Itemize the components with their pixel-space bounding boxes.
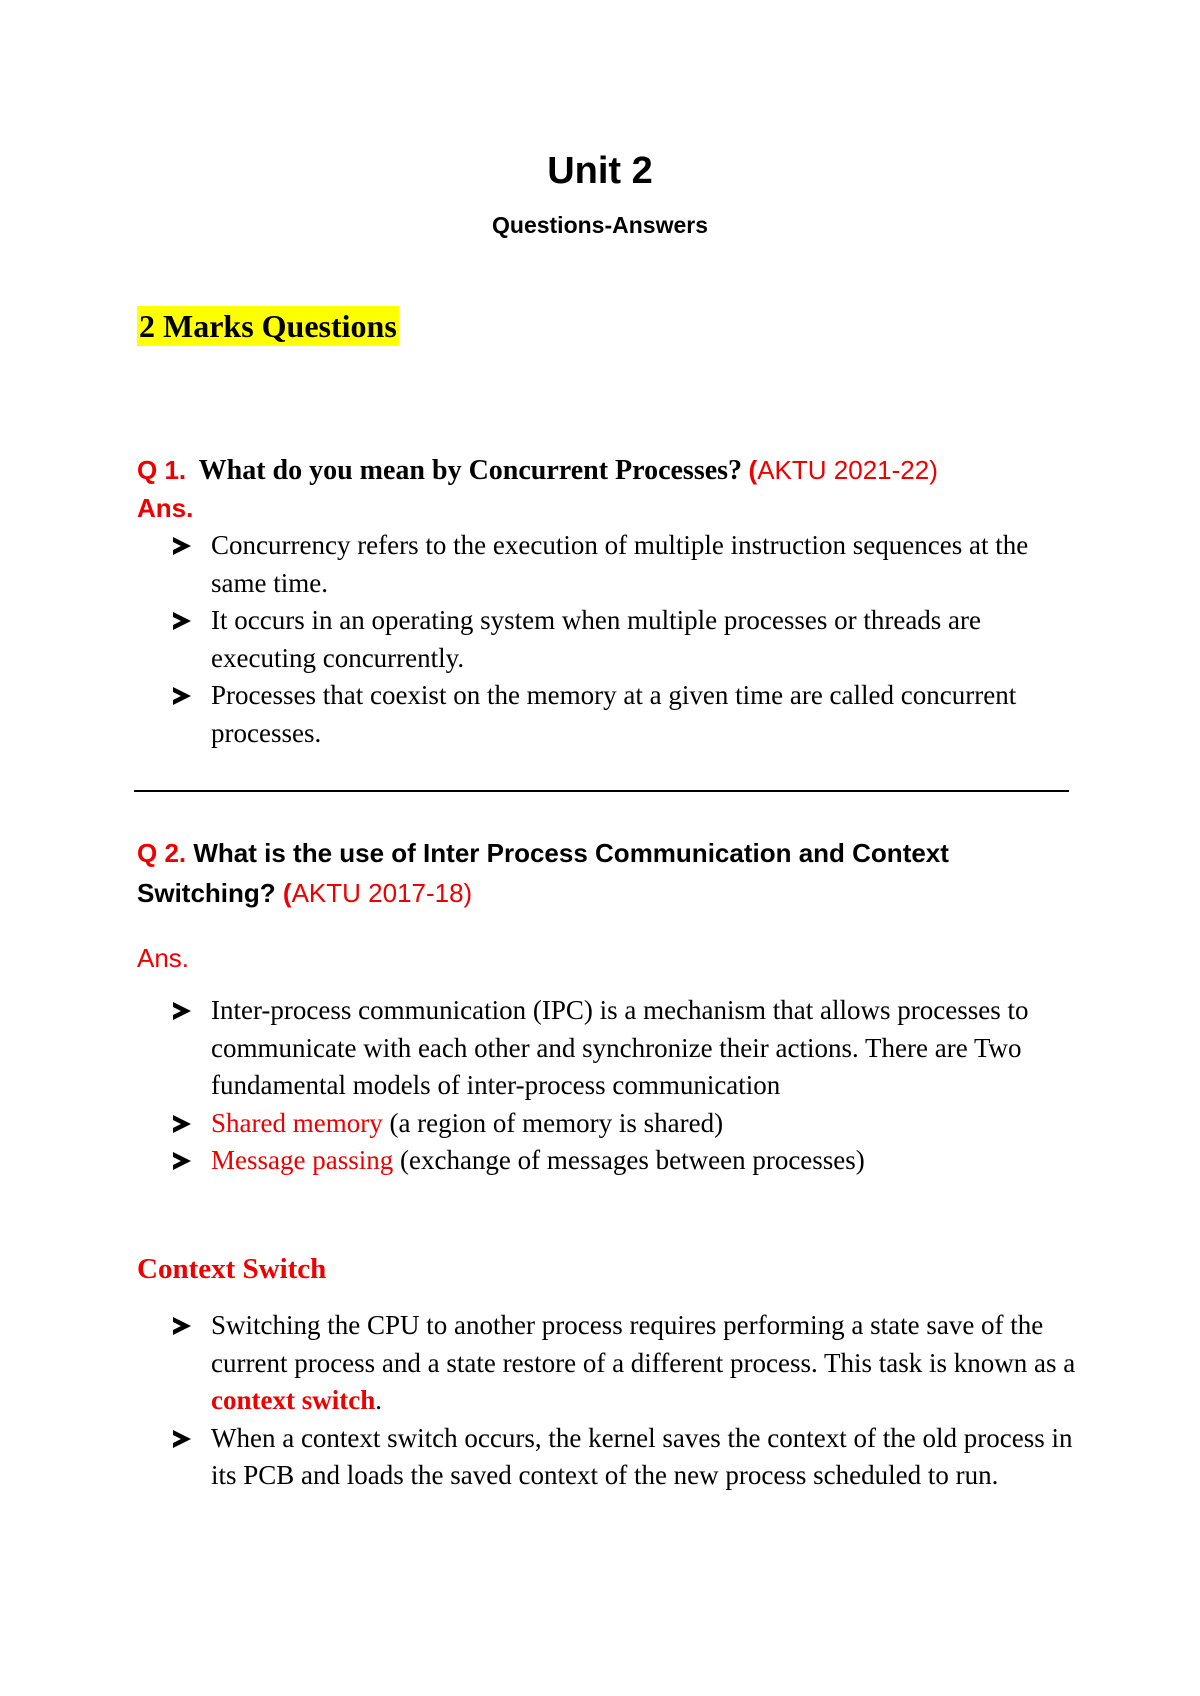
source-paren: ( [748, 455, 758, 485]
context-switch-term: context switch [211, 1385, 376, 1415]
arrow-bullet-icon [173, 687, 191, 705]
arrow-bullet-icon [173, 1002, 191, 1020]
arrow-bullet-icon [173, 612, 191, 630]
question-number: Q 1. [137, 455, 187, 485]
arrow-bullet-icon [173, 1317, 191, 1335]
question-text: What do you mean by Concurrent Processes? [198, 455, 743, 486]
list-item: It occurs in an operating system when multiple processes or threads are executing concurrently. [137, 602, 1077, 677]
answer-label: Ans. [137, 943, 190, 973]
source-paren: ( [282, 878, 292, 908]
question-source: AKTU 2021-22) [757, 455, 938, 485]
page-subtitle: Questions-Answers [492, 212, 708, 238]
list-item: Shared memory (a region of memory is shared) [137, 1105, 1077, 1143]
list-item: Processes that coexist on the memory at a given time are called concurrent processes. [137, 677, 1077, 752]
arrow-bullet-icon [173, 1152, 191, 1170]
context-switch-heading: Context Switch [137, 1253, 327, 1285]
ipc-model-term: Message passing [211, 1145, 394, 1175]
list-item: Inter-process communication (IPC) is a mechanism that allows processes to communicate with each other and synchronize their actions. There are Two fundamental models of inter-process communication [137, 992, 1077, 1105]
answer-label: Ans. [137, 493, 194, 523]
divider [134, 790, 1069, 792]
arrow-bullet-icon [173, 537, 191, 555]
list-item: When a context switch occurs, the kernel saves the context of the old process in its PCB and loads the saved context of the new process scheduled to run. [137, 1420, 1077, 1495]
answer-list [137, 992, 1077, 1180]
question-text: What is the use of Inter Process Communication and Context Switching? [137, 838, 949, 908]
ipc-model-term: Shared memory [211, 1107, 383, 1138]
list-item: Switching the CPU to another process requires performing a state save of the current process and a state restore of a different process. This task is known as a context switch. [137, 1307, 1077, 1420]
answer-list [137, 527, 1077, 752]
list-item: Concurrency refers to the execution of multiple instruction sequences at the same time. [137, 527, 1077, 602]
arrow-bullet-icon [173, 1115, 191, 1133]
arrow-bullet-icon [173, 1430, 191, 1448]
context-switch-list [137, 1307, 1077, 1495]
question-number: Q 2. [137, 838, 187, 868]
question-source: AKTU 2017-18) [291, 878, 473, 908]
section-heading: 2 Marks Questions [139, 308, 397, 344]
question-1 [137, 452, 938, 489]
question-2 [137, 833, 1067, 913]
list-item: Message passing (exchange of messages between processes) [137, 1142, 1077, 1180]
page-title: Unit 2 [547, 150, 653, 192]
